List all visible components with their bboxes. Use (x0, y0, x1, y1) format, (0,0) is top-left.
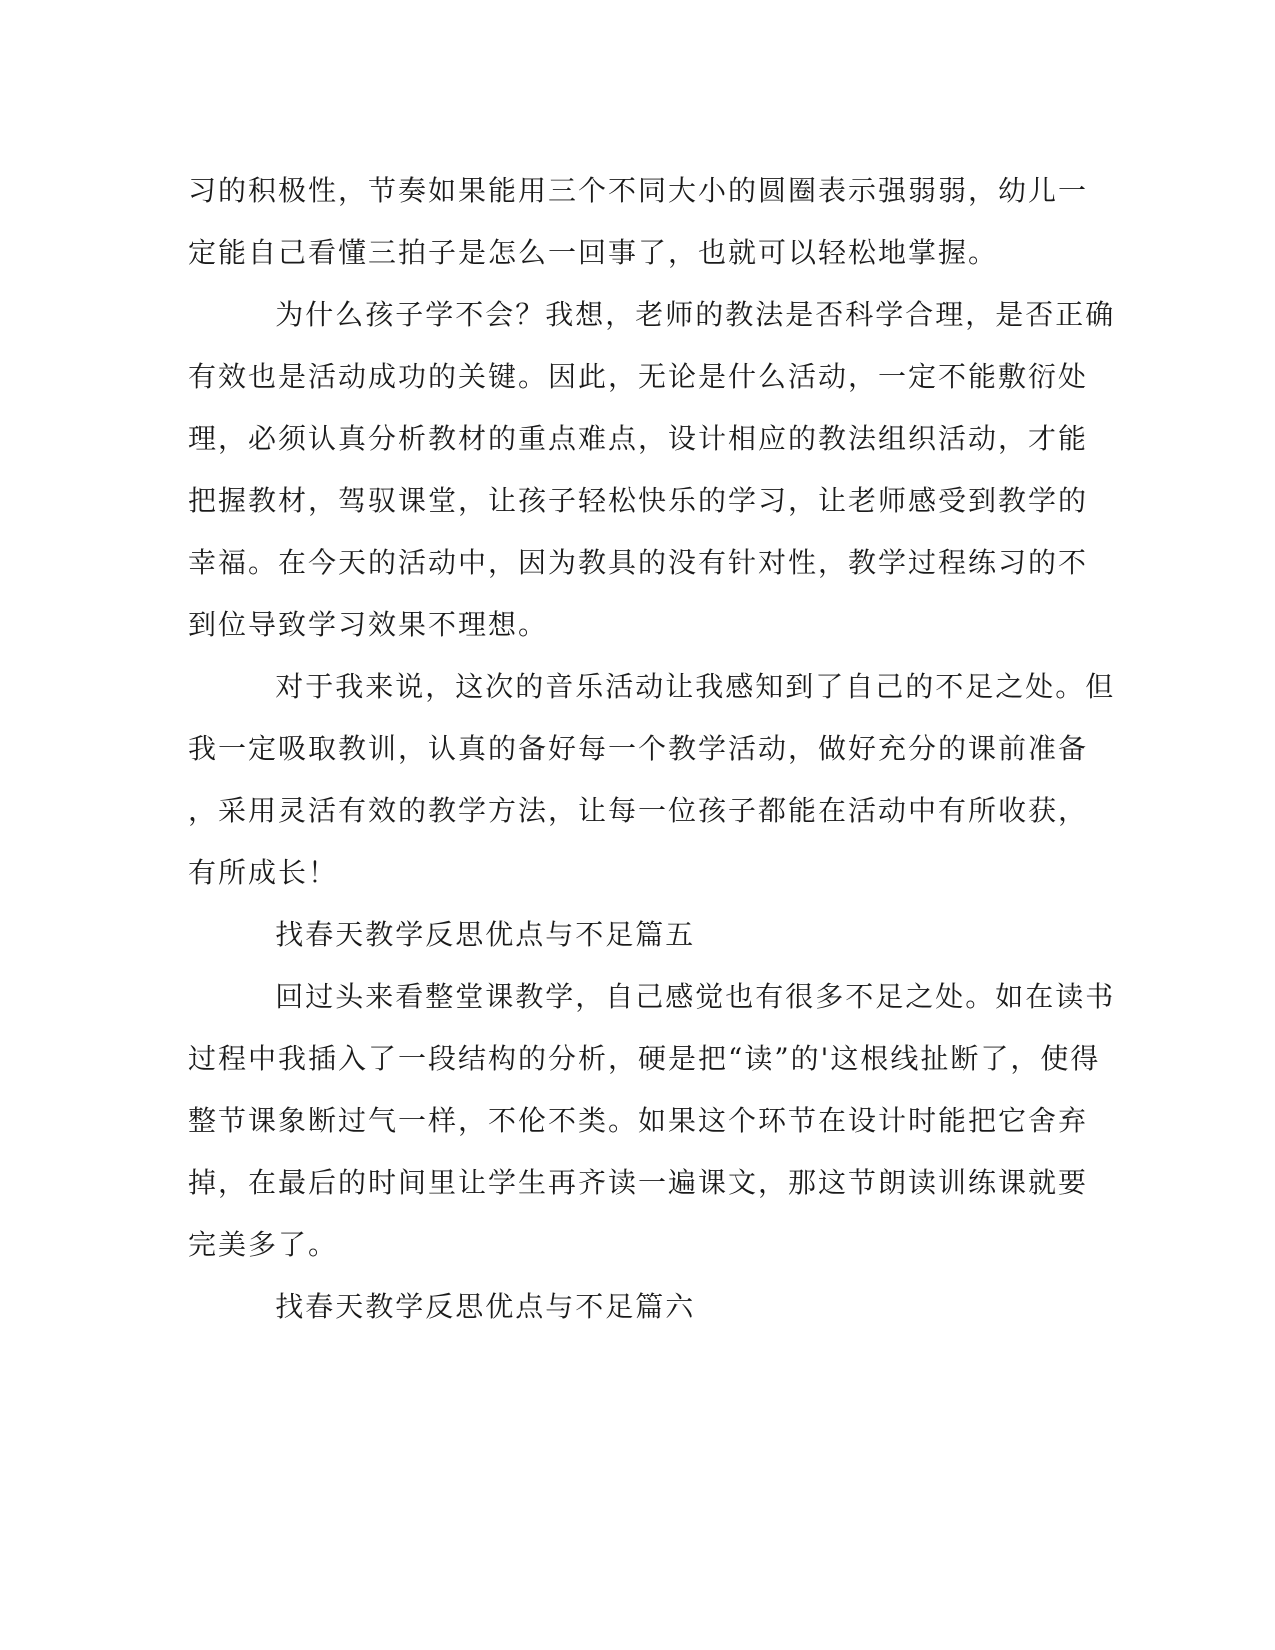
text-line: 掉，在最后的时间里让学生再齐读一遍课文，那这节朗读训练课就要 (188, 1166, 1089, 1199)
text-line: 完美多了。 (188, 1228, 339, 1261)
text-line: 对于我来说，这次的音乐活动让我感知到了自己的不足之处。但 (188, 670, 1116, 703)
text-line: 定能自己看懂三拍子是怎么一回事了，也就可以轻松地掌握。 (188, 236, 999, 269)
text-line: 有所成长！ (188, 856, 339, 889)
text-line: 为什么孩子学不会？我想，老师的教法是否科学合理，是否正确 (188, 298, 1116, 331)
text-line: 到位导致学习效果不理想。 (188, 608, 549, 641)
text-line: 把握教材，驾驭课堂，让孩子轻松快乐的学习，让老师感受到教学的 (188, 484, 1089, 517)
section-heading (188, 904, 1068, 966)
paragraph (188, 284, 1116, 656)
text-line: 我一定吸取教训，认真的备好每一个教学活动，做好充分的课前准备 (188, 732, 1089, 765)
text-line: 回过头来看整堂课教学，自己感觉也有很多不足之处。如在读书 (188, 980, 1116, 1013)
document-body (188, 160, 1116, 1338)
paragraph (188, 966, 1116, 1276)
heading-text: 找春天教学反思优点与不足篇六 (188, 1290, 696, 1323)
heading-text: 找春天教学反思优点与不足篇五 (188, 918, 696, 951)
section-heading (188, 1276, 1068, 1338)
paragraph (188, 656, 1116, 904)
text-line: ，采用灵活有效的教学方法，让每一位孩子都能在活动中有所收获， (188, 794, 1089, 827)
paragraph (188, 160, 1089, 284)
text-line: 幸福。在今天的活动中，因为教具的没有针对性，教学过程练习的不 (188, 546, 1089, 579)
text-line: 有效也是活动成功的关键。因此，无论是什么活动，一定不能敷衍处 (188, 360, 1089, 393)
text-line: 整节课象断过气一样，不伦不类。如果这个环节在设计时能把它舍弃 (188, 1104, 1089, 1137)
text-line: 习的积极性，节奏如果能用三个不同大小的圆圈表示强弱弱，幼儿一 (188, 174, 1089, 207)
text-line: 理，必须认真分析教材的重点难点，设计相应的教法组织活动，才能 (188, 422, 1089, 455)
text-line: 过程中我插入了一段结构的分析，硬是把“读”的'这根线扯断了，使得 (188, 1042, 1101, 1075)
